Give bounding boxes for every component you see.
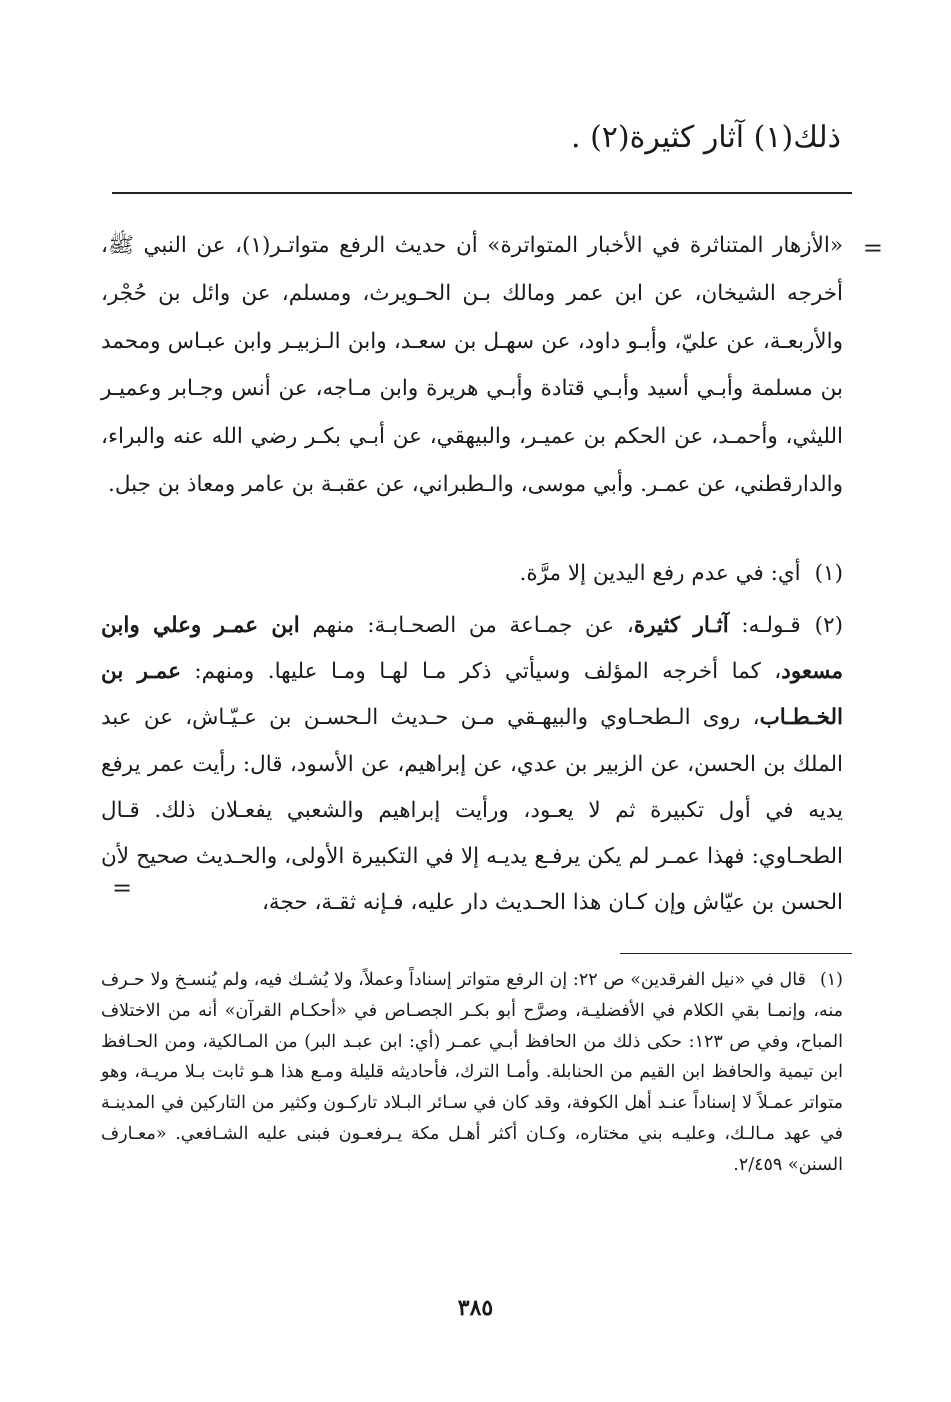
note-2 — [101, 603, 843, 926]
main-text-line: ذلك(١) آثار كثيرة(٢) . — [571, 120, 841, 155]
note-2-names-1: ابن عمـر وعلي وابن مسعود — [101, 613, 843, 685]
note-2-lead: قـولـه: — [728, 613, 801, 638]
main-text-divider — [112, 192, 852, 194]
page-number: ٣٨٥ — [457, 1295, 494, 1321]
note-2-number: (٢) — [814, 613, 844, 638]
note-2-text-1: ، عن جمـاعة من الصحـابـة: منهم — [299, 613, 634, 638]
footnote-divider — [620, 953, 852, 954]
note-2-text-3: ، روى الـطحـاوي والبيهـقي مـن حـديث الـحسـن بن عـيّـاش، عن عبد الملك بن الحسن، عن الزبير بن عدي، عن إبراهيم، عن الأسود، قال: رأيت عمر يرفع يديه في أول تكبيرة ثم لا يعـود، ورأيت إبراهيم والشعبي يفعـلان ذلك. قـال الطحـاوي: فهذا عمـر لم يكن يرفـع يديـه إلا في التكبيرة الأولى، والحـديث صحيح لأن الحسن بن عيّاش وإن كـان هذا الحـديث دار عليه، فـإنه ثقـة، حجة، — [101, 705, 843, 916]
previous-note-text: «الأزهار المتناثرة في الأخبار المتواترة» أن حديث الرفع متواتـر(١)، عن النبي ﷺ، أخرجه الشيخان، عن ابن عمر ومالك بـن الحـويرث، ومسلم، عن وائل بن حُجْر، والأربعـة، عن عليّ، وأبـو داود، عن سهـل بن سعـد، وابن الـزبيـر وابن عبـاس ومحمد بن مسلمة وأبـي أسيد وأبـي قتادة وأبـي هريرة وابن مـاجه، عن أنس وجـابر وعميـر الليثي، وأحمـد، عن الحكم بن عميـر، والبيهقي، عن أبـي بكـر رضي الله عنه والبراء، والدارقطني، عن عمـر. وأبي موسى، والـطبراني، عن عقبـة بن عامر ومعاذ بن جبل. — [101, 233, 843, 497]
continuation-mark-end: = — [112, 874, 133, 902]
note-2-names-2: عمـر بن الخـطـاب — [101, 659, 843, 731]
note-1 — [101, 552, 843, 596]
previous-note-continuation — [101, 222, 843, 509]
note-1-text: أي: في عدم رفع اليدين إلا مرَّة. — [519, 561, 801, 586]
note-2-text-2: ، كما أخرجه المؤلف وسيأتي ذكر مـا لهـا ومـا عليها. ومنهم: — [180, 659, 782, 685]
note-1-number: (١) — [814, 561, 843, 586]
footnote-text: قال في «نيل الفرقدين» ص ٢٢: إن الرفع متواتر إسناداً وعملاً، ولا يُشـك فيه، ولم يُنسـخ ولا حـرف منه، وإنمـا بقي الكلام في الأفضليـة، وصرَّح أبو بكـر الجصـاص في «أحكـام القرآن» أنه من الاختلاف المباح، وفي ص ١٢٣: حكى ذلك من الحافظ أبـي عمـر (أي: ابن عبـد البر) من المـالكية، ومن الحـافظ ابن تيمية والحافظ ابن القيم من الحنابلة. وأمـا الترك، فأحاديثه قليلة ومـع هذا هـو ثابت بـلا مريـة، وهو متواتر عمـلاً لا إسناداً عنـد أهل الكوفة، وقد كان في سـائر البـلاد تاركـون وكثير من التاركين في المدينـة في عهد مـالـك، وعليـه بني مختاره، وكـان أكثر أهـل مكة يـرفعـون فبنى عليه الشـافعي. «معـارف السنن» ٢/٤٥٩. — [101, 970, 843, 1175]
footnote-number: (١) — [819, 970, 843, 990]
continuation-mark-start: = — [862, 234, 883, 262]
note-2-quote: آثـار كثيرة — [633, 613, 729, 638]
footnote — [101, 965, 843, 1181]
